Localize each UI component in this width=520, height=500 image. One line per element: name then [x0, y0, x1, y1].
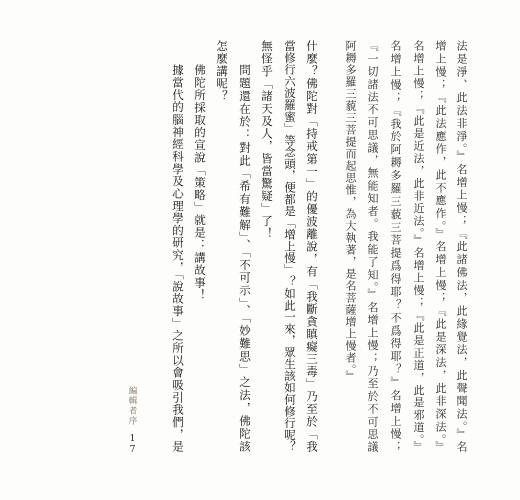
body-line: 當修行六波羅蜜」等念頭，便都是「增上慢」？如此一來，眾生該如何修行呢？ [283, 40, 297, 452]
body-line: 據當代的腦神經科學及心理學的研究，「說故事」之所以會吸引我們，是 [171, 64, 185, 452]
running-head: 編輯者序 [127, 386, 137, 426]
quote-line: 名增上慢；『此是近法，此非近法。』名增上慢；『此是正道，此是邪道。』 [412, 40, 425, 452]
body-line: 什麼？佛陀對「持戒第一」的優波離說，有「我斷貪瞋癡三毒」乃至於「我 [305, 40, 319, 452]
body-line: 問題還在於：對此「希有難解」、「不可示」、「妙難思」之法，佛陀該 [238, 64, 252, 452]
body-line: 無怪乎「諸天及人，皆當驚疑」了！ [260, 40, 274, 240]
body-line: 怎麼講呢？ [215, 40, 229, 103]
quote-line: 法是淨、此法非淨。』名增上慢；『此諸佛法，此緣覺法，此聲聞法。』名 [455, 40, 468, 452]
quote-line: 『一切諸法不可思議，無能知者。我能了知。』名增上慢；乃至於不可思議 [366, 40, 379, 452]
quote-line: 阿耨多羅三藐三菩提而起思惟，為大執著，是名菩薩增上慢者。』 [344, 40, 357, 383]
body-line: 佛陀所採取的宣說「策略」就是：講故事！ [193, 64, 207, 302]
page-number: 17 [127, 433, 138, 455]
quote-line: 增上慢；『此法應作，此不應作。』名增上慢；『此是深法，此非深法。』 [434, 40, 447, 452]
quote-line: 名增上慢；『我於阿耨多羅三藐三菩提爲得耶？不爲得耶？』名增上慢； [389, 40, 402, 452]
